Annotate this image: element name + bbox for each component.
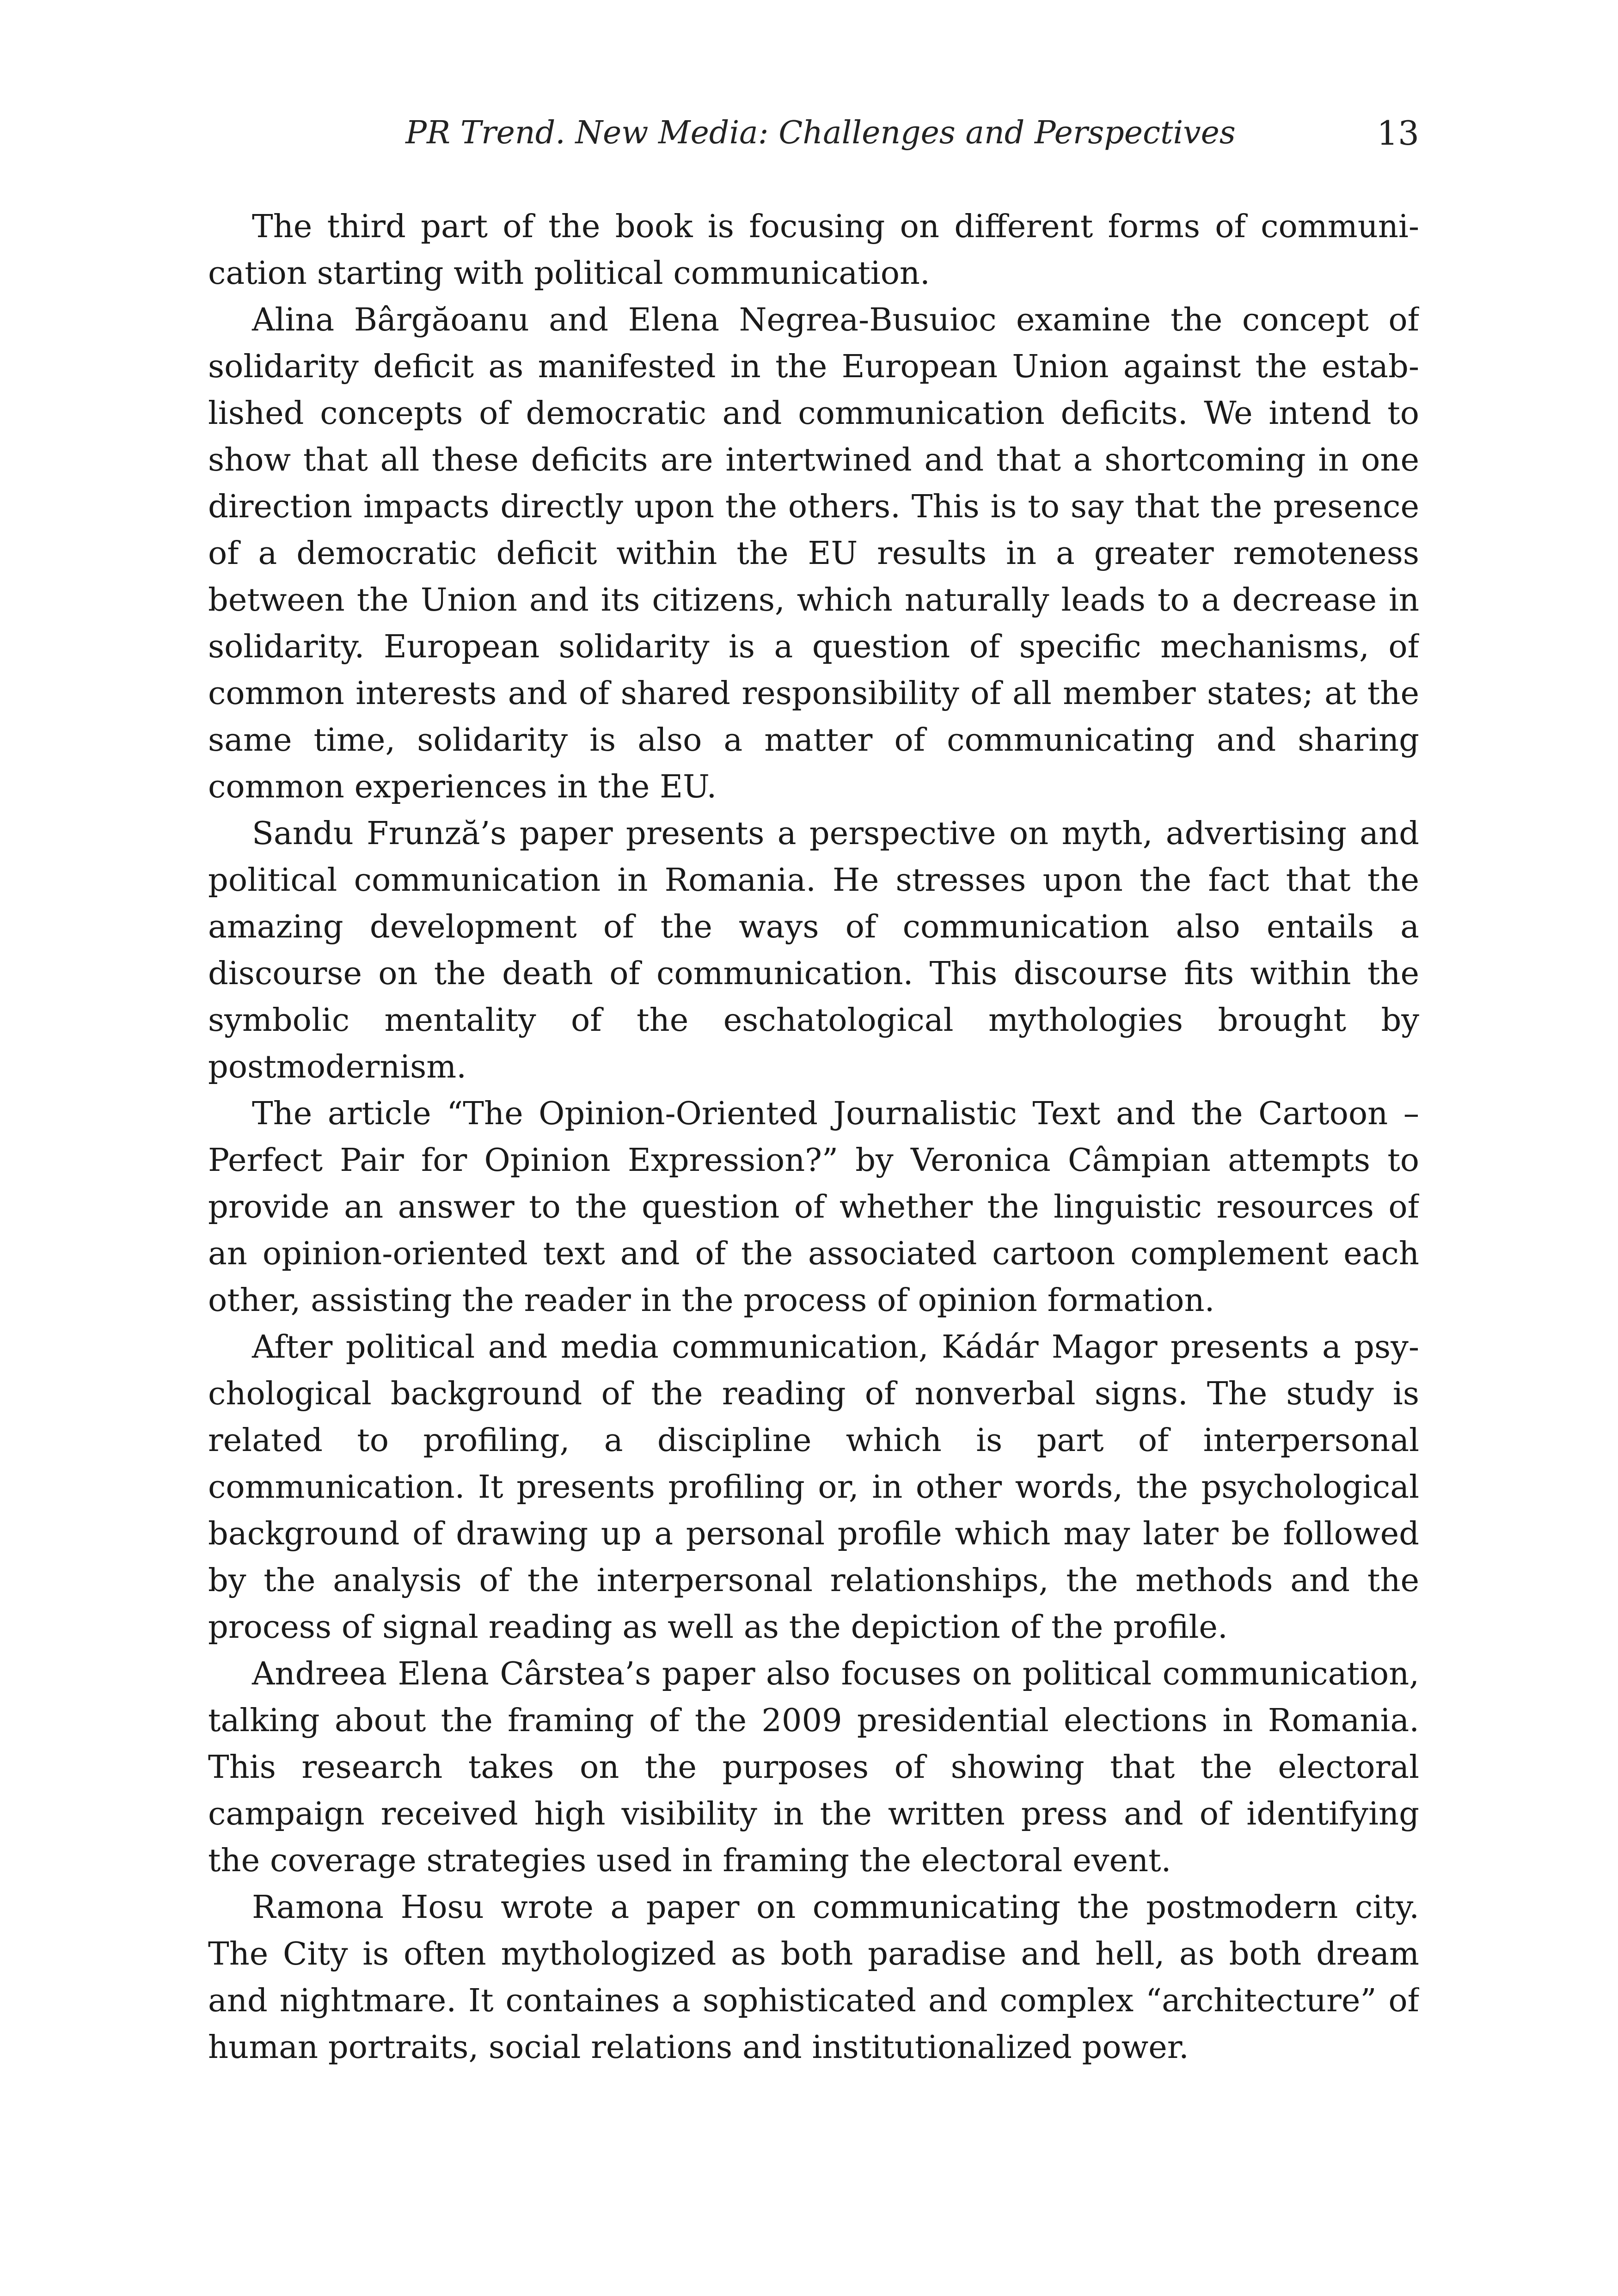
- paragraph-6: Andreea Elena Cârstea’s paper also focuses on political communication, talking about the framing of the 2009 presidential elections in Romania. This research takes on the purposes of showing that the electoral campaign received high visibility in the written press and of identifying the coverage strategies used in framing the electoral event.: [208, 1655, 1419, 1879]
- paragraph-7: Ramona Hosu wrote a paper on communicating the postmodern city. The City is often mythologized as both paradise and hell, as both dream and nightmare. It containes a sophisticated and complex “architecture” of human portraits, social relations and institutionalized power.: [208, 1889, 1419, 2066]
- running-title: PR Trend. New Media: Challenges and Perspectives: [405, 115, 1236, 151]
- paragraph-5: After political and media communication, Kádár Magor presents a psychological background of the reading of nonverbal signs. The study is related to profiling, a discipline which is part of interpersonal communication. It presents profiling or, in other words, the psychological background of drawing up a personal profile which may later be followed by the analysis of the interpersonal relationships, the methods and the process of signal reading as well as the depiction of the profile.: [208, 1329, 1419, 1646]
- paragraph-1: The third part of the book is focusing on different forms of communication starting with political communication.: [208, 208, 1419, 292]
- page-number: 13: [1377, 114, 1419, 153]
- paragraph-2: Alina Bârgăoanu and Elena Negrea-Busuioc examine the concept of solidarity deficit as manifested in the European Union against the established concepts of democratic and communication deficits. We intend to show that all these deficits are intertwined and that a shortcoming in one direction impacts directly upon the others. This is to say that the presence of a democratic deficit within the EU results in a greater remoteness between the Union and its citizens, which naturally leads to a decrease in solidarity. European solidarity is a question of specific mechanisms, of common interests and of shared responsibility of all member states; at the same time, solidarity is also a matter of communicating and sharing common experiences in the EU.: [208, 301, 1419, 805]
- paragraph-3: Sandu Frunză’s paper presents a perspective on myth, advertising and political communication in Romania. He stresses upon the fact that the amazing development of the ways of communication also entails a discourse on the death of communication. This discourse fits within the symbolic mentality of the eschatological mythologies brought by postmodernism.: [208, 815, 1419, 1085]
- running-header: [208, 105, 1419, 161]
- paragraph-4: The article “The Opinion-Oriented Journalistic Text and the Cartoon – Perfect Pair for Opinion Expression?” by Veronica Câmpian attempts to provide an answer to the question of whether the linguistic resources of an opinion-oriented text and of the associated cartoon complement each other, assisting the reader in the process of opinion formation.: [208, 1095, 1419, 1319]
- body-text: [208, 203, 1419, 2191]
